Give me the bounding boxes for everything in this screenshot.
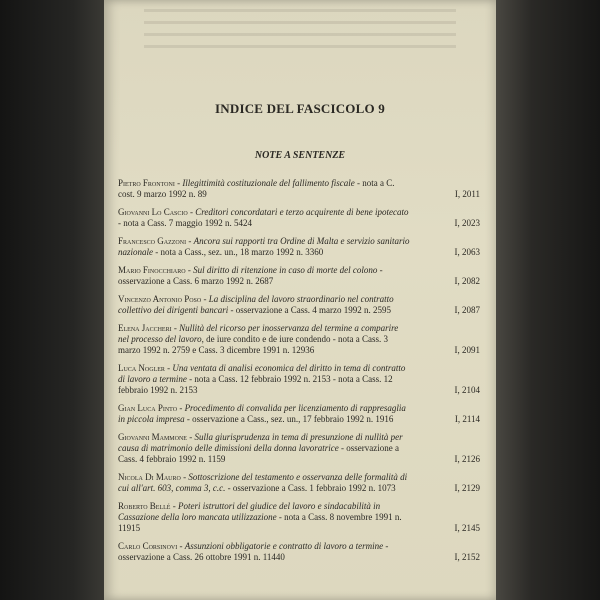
index-entry: Gian Luca Pinto - Procedimento di convalida per licenziamento di rappresaglia in piccola impresa - osservazione a Cass., sez. un., 17 febbraio 1992 n. 1916 I, 2114 <box>118 402 480 424</box>
entry-page-ref: I, 2082 <box>454 275 480 286</box>
entry-note: - nota a Cass. 8 novembre 1991 n. 11915 <box>118 511 402 534</box>
index-entries <box>118 178 484 570</box>
index-entry: Elena Jaccheri - Nullità del ricorso per inosservanza del termine a comparire nel processo del lavoro, de iure condito e de iure condendo - nota a Cass. 3 marzo 1992 n. 2759 e Cass. 3 dicembre 1991 n. 12936 I, 2091 <box>118 322 480 355</box>
entry-page-ref: I, 2087 <box>454 304 480 315</box>
bleed-through-text <box>104 0 496 60</box>
entry-page-ref: I, 2126 <box>454 454 480 465</box>
entry-author: Nicola Di Mauro <box>118 471 181 482</box>
entry-author: Pietro Frontoni <box>118 178 175 188</box>
entry-page-ref: I, 2114 <box>454 413 480 424</box>
entry-title: Procedimento di convalida per licenziamento di rappresaglia in piccola impresa <box>118 402 406 424</box>
entry-author: Carlo Corsinovi <box>118 540 178 551</box>
entry-page-ref: I, 2091 <box>454 344 480 355</box>
entry-title: Illegittimità costituzionale del fallimento fiscale <box>182 178 355 188</box>
entry-author: Mario Finocchiaro <box>118 264 186 275</box>
document-page <box>104 0 496 600</box>
index-entry: Francesco Gazzoni - Ancora sui rapporti tra Ordine di Malta e servizio sanitario nazionale - nota a Cass., sez. un., 18 marzo 1992 n. 3360 I, 2063 <box>118 235 480 258</box>
index-entry: Luca Nogler - Una ventata di analisi economica del diritto in tema di contratto di lavoro a termine - nota a Cass. 12 febbraio 1992 n. 2153 - nota a Cass. 12 febbraio 1992 n. 2153 I, 2104 <box>118 362 480 396</box>
entry-title: Ancora sui rapporti tra Ordine di Malta e servizio sanitario nazionale <box>118 235 410 258</box>
entry-note: - nota a Cass., sez. un., 18 marzo 1992 n. 3360 <box>153 247 324 258</box>
entry-page-ref: I, 2011 <box>454 189 480 200</box>
entry-page-ref: I, 2145 <box>454 523 480 534</box>
entry-title: Sottoscrizione del testamento e osservanza delle formalità di cui all'art. 603, comma 3, c.c. <box>118 471 408 493</box>
entry-page-ref: I, 2129 <box>454 482 480 493</box>
entry-title: Sul diritto di ritenzione in caso di morte del colono <box>193 264 378 275</box>
index-entry: Carlo Corsinovi - Assunzioni obbligatorie e contratto di lavoro a termine - osservazione a Cass. 26 ottobre 1991 n. 11440 I, 2152 <box>118 540 480 562</box>
entry-page-ref: I, 2104 <box>454 385 480 396</box>
index-entry: Giovanni Mammone - Sulla giurisprudenza in tema di presunzione di nullità per causa di matrimonio delle dimissioni della donna lavoratrice - osservazione a Cass. 4 febbraio 1992 n. 1159 I, 2126 <box>118 431 480 465</box>
index-entry: Roberto Bellé - Poteri istruttori del giudice del lavoro e sindacabilità in Cassazione della loro mancata utilizzazione - nota a Cass. 8 novembre 1991 n. 11915 I, 2145 <box>118 500 480 534</box>
index-entry: Mario Finocchiaro - Sul diritto di ritenzione in caso di morte del colono - osservazione a Cass. 6 marzo 1992 n. 2687 I, 2082 <box>118 264 480 286</box>
page-title: INDICE DEL FASCICOLO 9 <box>215 101 385 116</box>
entry-title: La disciplina del lavoro straordinario nel contratto collettivo dei dirigenti bancari <box>118 293 394 315</box>
index-entry: Vincenzo Antonio Poso - La disciplina del lavoro straordinario nel contratto collettivo dei dirigenti bancari - osservazione a Cass. 4 marzo 1992 n. 2595 I, 2087 <box>118 293 480 315</box>
entry-page-ref: I, 2152 <box>454 551 480 562</box>
entry-note: - osservazione a Cass. 6 marzo 1992 n. 2687 <box>118 264 383 286</box>
entry-author: Elena Jaccheri <box>118 322 172 333</box>
entry-note: - nota a Cass. 12 febbraio 1992 n. 2153 - nota a Cass. 12 febbraio 1992 n. 2153 <box>118 373 393 396</box>
entry-title: Creditori concordatari e terzo acquirente di bene ipotecato <box>195 206 409 217</box>
entry-note: - osservazione a Cass. 1 febbraio 1992 n. 1073 <box>225 482 396 493</box>
entry-note: - osservazione a Cass., sez. un., 17 febbraio 1992 n. 1916 <box>184 413 394 424</box>
entry-title: Una ventata di analisi economica del diritto in tema di contratto di lavoro a termine <box>118 362 406 384</box>
entry-title: Sulla giurisprudenza in tema di presunzione di nullità per causa di matrimonio delle dimissioni della donna lavoratrice <box>118 431 403 453</box>
entry-note: - nota a Cass. 7 maggio 1992 n. 5424 <box>118 218 252 229</box>
index-entry: Giovanni Lo Cascio - Creditori concordatari e terzo acquirente di bene ipotecato - nota a Cass. 7 maggio 1992 n. 5424 I, 2023 <box>118 206 480 229</box>
entry-title: Nullità del ricorso per inosservanza del termine a comparire nel processo del lavoro <box>118 322 399 344</box>
entry-page-ref: I, 2023 <box>454 218 480 229</box>
section-heading: NOTE A SENTENZE <box>254 150 346 161</box>
entry-author: Giovanni Mammone <box>118 431 187 442</box>
entry-note: - osservazione a Cass. 26 ottobre 1991 n. 11440 <box>118 540 389 562</box>
entry-author: Francesco Gazzoni <box>118 235 187 246</box>
index-entry: Nicola Di Mauro - Sottoscrizione del testamento e osservanza delle formalità di cui all'art. 603, comma 3, c.c. - osservazione a Cass. 1 febbraio 1992 n. 1073 I, 2129 <box>118 471 480 493</box>
entry-author: Roberto Bellé <box>118 500 171 511</box>
entry-author: Luca Nogler <box>118 362 165 373</box>
entry-author: Gian Luca Pinto <box>118 402 178 413</box>
entry-author: Vincenzo Antonio Poso <box>118 293 202 304</box>
index-entry: Pietro Frontoni - Illegittimità costituzionale del fallimento fiscale - nota a C. cost. 9 marzo 1992 n. 89 I, 2011 <box>118 178 480 200</box>
entry-author: Giovanni Lo Cascio <box>118 206 188 217</box>
right-background <box>495 0 600 600</box>
entry-title: Poteri istruttori del giudice del lavoro e sindacabilità in Cassazione della loro mancata utilizzazione <box>118 500 381 522</box>
left-background <box>0 0 104 600</box>
entry-title: Assunzioni obbligatorie e contratto di lavoro a termine <box>184 540 384 551</box>
entry-page-ref: I, 2063 <box>454 247 480 258</box>
entry-note: - nota a C. cost. 9 marzo 1992 n. 89 <box>118 178 395 200</box>
entry-note: , de iure condito e de iure condendo - nota a Cass. 3 marzo 1992 n. 2759 e Cass. 3 dicembre 1991 n. 12936 <box>118 333 389 355</box>
entry-note: - osservazione a Cass. 4 marzo 1992 n. 2595 <box>228 304 391 315</box>
entry-note: - osservazione a Cass. 4 febbraio 1992 n. 1159 <box>118 442 399 465</box>
